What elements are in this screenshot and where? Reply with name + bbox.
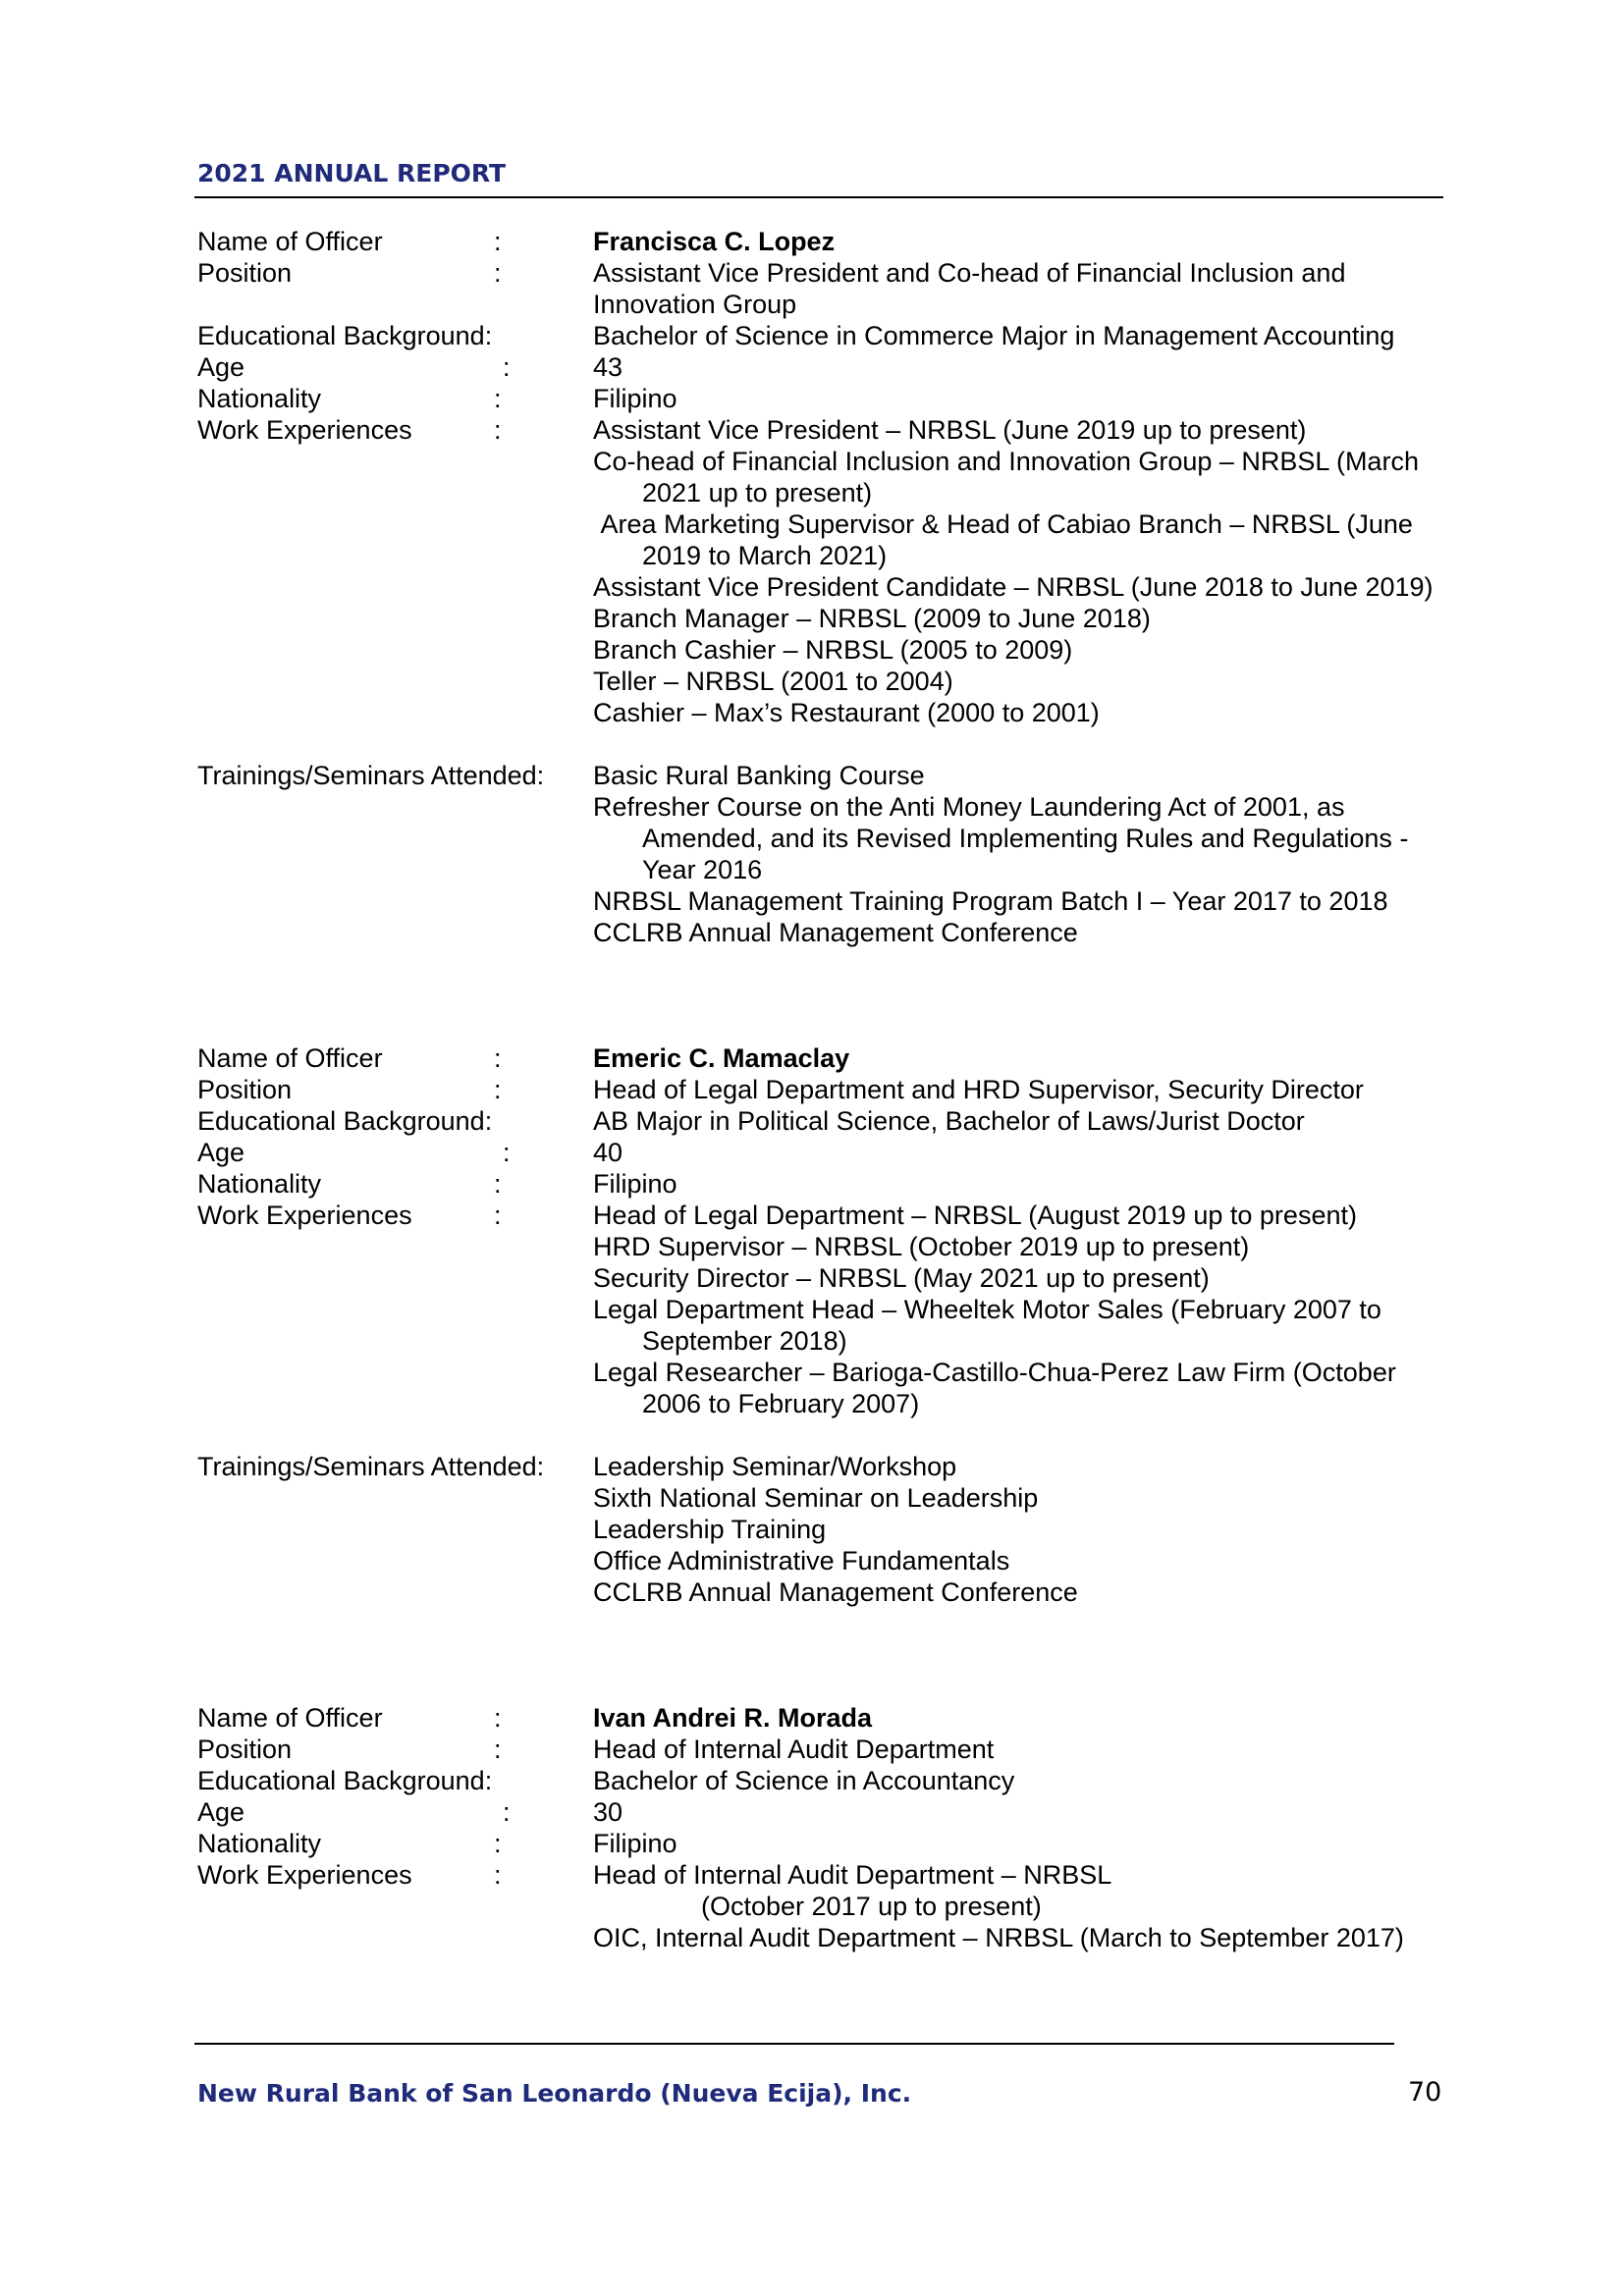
officer-nationality: Filipino (593, 1829, 677, 1858)
officer-name: Francisca C. Lopez (593, 227, 836, 256)
colon: : (494, 1169, 502, 1199)
work-row (197, 1859, 1444, 1953)
work-item: Branch Manager – NRBSL (2009 to June 2018) (593, 604, 1151, 633)
trainings-list (593, 760, 1444, 948)
colon: : (503, 1797, 511, 1827)
officer-position: Head of Legal Department and HRD Supervisor, Security Director (593, 1075, 1364, 1104)
officer-education: Bachelor of Science in Commerce Major in Management Accounting (593, 321, 1395, 350)
footer-divider (194, 2043, 1394, 2045)
work-item: HRD Supervisor – NRBSL (October 2019 up to present) (593, 1232, 1250, 1261)
work-item: Co-head of Financial Inclusion and Innovation Group – NRBSL (March 2021 up to present) (593, 447, 1419, 507)
education-row (197, 1105, 1444, 1137)
training-item: Basic Rural Banking Course (593, 761, 925, 790)
officer-position: Assistant Vice President and Co-head of Financial Inclusion and Innovation Group (593, 258, 1346, 319)
officer-name: Emeric C. Mamaclay (593, 1043, 850, 1073)
work-item: Legal Department Head – Wheeltek Motor Sales (February 2007 to September 2018) (593, 1295, 1381, 1356)
nationality-label: Nationality (197, 384, 322, 413)
nationality-label: Nationality (197, 1829, 322, 1858)
colon: : (494, 384, 502, 413)
age-label: Age (197, 352, 245, 382)
work-item: Area Marketing Supervisor & Head of Cabiao Branch – NRBSL (June 2019 to March 2021) (593, 509, 1421, 570)
age-row (197, 1796, 1444, 1828)
trainings-row (197, 760, 1444, 948)
education-label: Educational Background: (197, 321, 493, 350)
colon: : (494, 1735, 502, 1764)
colon: : (503, 352, 511, 382)
work-item: Head of Internal Audit Department – NRBSL (593, 1860, 1112, 1890)
education-row (197, 320, 1444, 351)
officer-education: Bachelor of Science in Accountancy (593, 1766, 1015, 1795)
header-divider (194, 196, 1443, 198)
officer-education: AB Major in Political Science, Bachelor of Laws/Jurist Doctor (593, 1106, 1305, 1136)
officer-age: 30 (593, 1797, 623, 1827)
work-item: Head of Legal Department – NRBSL (August 2019 up to present) (593, 1201, 1357, 1230)
work-item: Teller – NRBSL (2001 to 2004) (593, 667, 953, 696)
colon: : (494, 1860, 502, 1890)
officer-profile-mamaclay (197, 1042, 1444, 1608)
training-item: CCLRB Annual Management Conference (593, 918, 1078, 947)
work-item: OIC, Internal Audit Department – NRBSL (March to September 2017) (593, 1923, 1404, 1952)
position-label: Position (197, 1735, 293, 1764)
nationality-row (197, 383, 1444, 414)
colon: : (494, 415, 502, 445)
work-item: Assistant Vice President Candidate – NRBSL (June 2018 to June 2019) (593, 572, 1434, 602)
name-label: Name of Officer (197, 1703, 383, 1733)
work-item: Branch Cashier – NRBSL (2005 to 2009) (593, 635, 1073, 665)
name-label: Name of Officer (197, 1043, 383, 1073)
officer-nationality: Filipino (593, 1169, 677, 1199)
officer-age: 40 (593, 1138, 623, 1167)
colon: : (494, 1075, 502, 1104)
work-item-continuation: (October 2017 up to present) (701, 1892, 1042, 1921)
name-row (197, 1702, 1444, 1734)
nationality-row (197, 1168, 1444, 1200)
colon: : (494, 1043, 502, 1073)
position-row (197, 1734, 1444, 1765)
work-item: Cashier – Max’s Restaurant (2000 to 2001) (593, 698, 1100, 727)
officer-age: 43 (593, 352, 623, 382)
trainings-label: Trainings/Seminars Attended: (197, 761, 545, 790)
work-list (593, 1200, 1444, 1419)
age-label: Age (197, 1797, 245, 1827)
work-label: Work Experiences (197, 1860, 412, 1890)
name-row (197, 226, 1444, 257)
nationality-row (197, 1828, 1444, 1859)
name-label: Name of Officer (197, 227, 383, 256)
officer-name: Ivan Andrei R. Morada (593, 1703, 873, 1733)
work-label: Work Experiences (197, 415, 412, 445)
work-item: Assistant Vice President – NRBSL (June 2019 up to present) (593, 415, 1307, 445)
age-row (197, 351, 1444, 383)
education-label: Educational Background: (197, 1106, 493, 1136)
trainings-list (593, 1451, 1444, 1608)
training-item: Sixth National Seminar on Leadership (593, 1483, 1039, 1513)
work-label: Work Experiences (197, 1201, 412, 1230)
page-number: 70 (1408, 2077, 1442, 2108)
colon: : (494, 1829, 502, 1858)
officer-profile-lopez (197, 226, 1444, 948)
position-label: Position (197, 1075, 293, 1104)
colon: : (494, 227, 502, 256)
training-item: Leadership Training (593, 1515, 827, 1544)
age-label: Age (197, 1138, 245, 1167)
education-row (197, 1765, 1444, 1796)
training-item: Leadership Seminar/Workshop (593, 1452, 957, 1481)
name-row (197, 1042, 1444, 1074)
trainings-row (197, 1451, 1444, 1608)
footer-bank-name: New Rural Bank of San Leonardo (Nueva Ecija), Inc. (197, 2079, 912, 2108)
work-row (197, 1200, 1444, 1419)
trainings-label: Trainings/Seminars Attended: (197, 1452, 545, 1481)
age-row (197, 1137, 1444, 1168)
work-item: Security Director – NRBSL (May 2021 up to present) (593, 1263, 1210, 1293)
position-row (197, 1074, 1444, 1105)
training-item: Office Administrative Fundamentals (593, 1546, 1010, 1575)
officer-profiles (197, 226, 1444, 1953)
nationality-label: Nationality (197, 1169, 322, 1199)
training-item: Refresher Course on the Anti Money Laundering Act of 2001, as Amended, and its Revised Implementing Rules and Regulations - Year 2016 (593, 792, 1409, 884)
colon: : (494, 1703, 502, 1733)
work-list (593, 1859, 1444, 1953)
position-row (197, 257, 1444, 320)
colon: : (503, 1138, 511, 1167)
training-item: CCLRB Annual Management Conference (593, 1577, 1078, 1607)
education-label: Educational Background: (197, 1766, 493, 1795)
training-item: NRBSL Management Training Program Batch I – Year 2017 to 2018 (593, 886, 1388, 916)
colon: : (494, 1201, 502, 1230)
officer-profile-morada (197, 1702, 1444, 1953)
report-title: 2021 ANNUAL REPORT (197, 159, 507, 187)
work-row (197, 414, 1444, 728)
work-item: Legal Researcher – Barioga-Castillo-Chua-Perez Law Firm (October 2006 to February 2007) (593, 1358, 1396, 1418)
colon: : (494, 258, 502, 288)
officer-nationality: Filipino (593, 384, 677, 413)
position-label: Position (197, 258, 293, 288)
officer-position: Head of Internal Audit Department (593, 1735, 995, 1764)
work-list (593, 414, 1444, 728)
